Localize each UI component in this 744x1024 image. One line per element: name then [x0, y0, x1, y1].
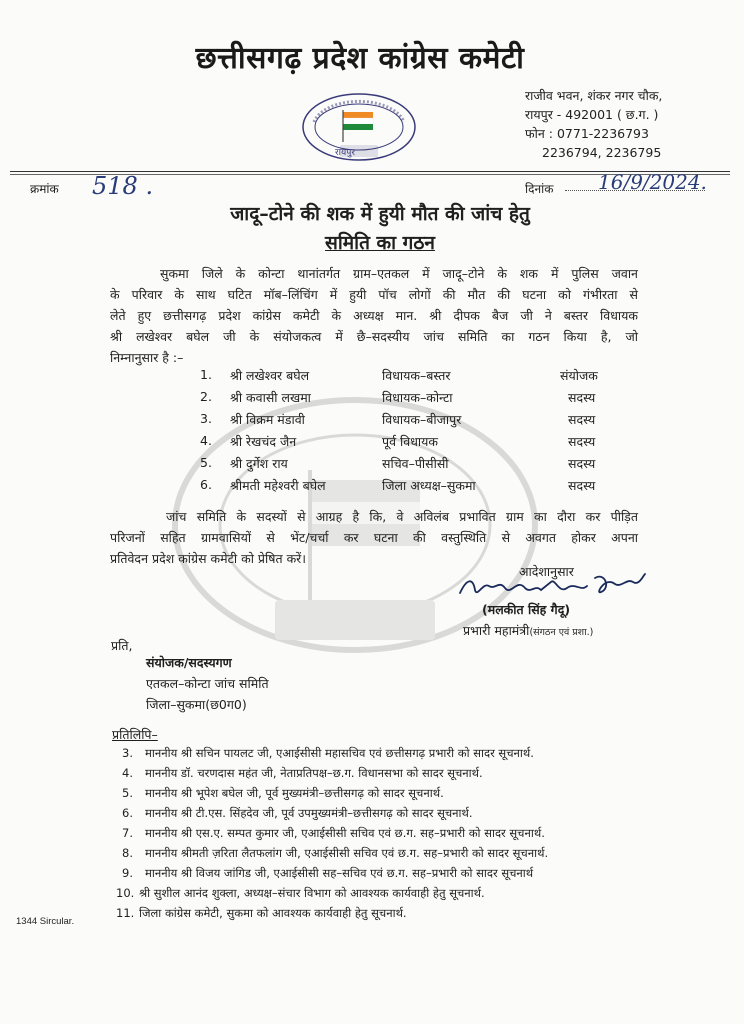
designation-main: प्रभारी महामंत्री	[463, 623, 530, 638]
member-role: सदस्य	[568, 478, 596, 493]
address-line: फोन : 0771-2236793	[525, 126, 649, 141]
subject-line-2: समिति का गठन	[325, 232, 435, 254]
footer-note: 1344 Sircular.	[16, 916, 75, 927]
body-line: जांच समिति के सदस्यों से आग्रह है कि, वे अविलंब प्रभावित ग्राम का दौरा कर पीड़ित	[166, 509, 638, 524]
body-line: परिजनों सहित ग्रामवासियों से भेंट/चर्चा कर घटना की वस्तुस्थिति से अवगत होकर अपना	[110, 530, 638, 545]
member-designation: जिला अध्यक्ष–सुकमा	[382, 478, 476, 493]
address-line: राजीव भवन, शंकर नगर चौक,	[525, 88, 663, 103]
cc-text: माननीय श्री एस.ए. सम्पत कुमार जी, एआईसीसी सचिव एवं छ.ग. सह–प्रभारी को सादर सूचनार्थ.	[145, 826, 545, 840]
addressee-line: जिला–सुकमा(छ0ग0)	[146, 697, 247, 712]
member-role: सदस्य	[568, 456, 596, 471]
body-line: सुकमा जिले के कोन्टा थानांतर्गत ग्राम–एतकल में जादू–टोने के शक में पुलिस जवान	[160, 266, 638, 281]
cc-title: प्रतिलिपि–	[112, 727, 158, 742]
addressee-line: एतकल–कोन्टा जांच समिति	[146, 676, 269, 691]
member-name: श्री दुर्गेश राय	[230, 456, 288, 471]
member-name: श्री रेखचंद जैन	[230, 434, 297, 449]
address-line: 2236794, 2236795	[542, 145, 662, 160]
member-role: सदस्य	[568, 434, 596, 449]
member-name: श्रीमती महेश्वरी बघेल	[230, 478, 326, 493]
member-name: श्री कवासी लखमा	[230, 390, 311, 405]
cc-num: 4.	[122, 766, 133, 780]
subject-line-1: जादू–टोने की शक में हुयी मौत की जांच हेतु	[230, 203, 530, 225]
body-line: लेते हुए छत्तीसगढ़ प्रदेश कांग्रेस कमेटी के अध्यक्ष मान. श्री दीपक बैज जी ने बस्तर विधायक	[110, 308, 638, 323]
member-designation: सचिव–पीसीसी	[382, 456, 449, 471]
cc-num: 8.	[122, 846, 133, 860]
cc-text: माननीय श्री टी.एस. सिंहदेव जी, पूर्व उपमुख्यमंत्री–छत्तीसगढ़ को सादर सूचनार्थ.	[145, 806, 473, 820]
cc-num: 5.	[122, 786, 133, 800]
member-designation: पूर्व विधायक	[382, 434, 438, 449]
dinank-value: 16/9/2024.	[598, 170, 707, 194]
cc-text: माननीय श्री भूपेश बघेल जी, पूर्व मुख्यमंत्री–छत्तीसगढ़ को सादर सूचनार्थ.	[145, 786, 444, 800]
body-line: के परिवार के साथ घटित मॉब–लिंचिंग में हुयी पॉच लोगों की मौत की घटना को गंभीरता से	[110, 287, 638, 302]
cc-num: 6.	[122, 806, 133, 820]
cc-text: माननीय डॉ. चरणदास महंत जी, नेताप्रतिपक्ष–छ.ग. विधानसभा को सादर सूचनार्थ.	[145, 766, 483, 780]
member-num: 2.	[200, 389, 212, 404]
signatory-designation	[463, 622, 593, 639]
cc-text: माननीय श्री सचिन पायलट जी, एआईसीसी महासचिव एवं छत्तीसगढ़ प्रभारी को सादर सूचनार्थ.	[145, 746, 534, 760]
member-num: 1.	[200, 367, 212, 382]
member-name: श्री विक्रम मंडावी	[230, 412, 305, 427]
handwritten-signature	[455, 568, 650, 604]
member-role: सदस्य	[568, 390, 596, 405]
kramank-value: 518 .	[92, 172, 154, 200]
seal-city: रायपुर	[335, 148, 356, 158]
member-name: श्री लखेश्वर बघेल	[230, 368, 310, 383]
addressee-line: संयोजक/सदस्यगण	[146, 655, 232, 670]
signatory-name: (मलकीत सिंह गैदू)	[482, 602, 571, 617]
cc-num: 10.	[116, 886, 135, 900]
dinank-label: दिनांक	[525, 182, 554, 196]
member-num: 5.	[200, 455, 212, 470]
address-line: रायपुर - 492001 ( छ.ग. )	[525, 107, 659, 122]
member-num: 4.	[200, 433, 212, 448]
member-designation: विधायक–कोन्टा	[382, 390, 453, 405]
body-line: निम्नानुसार है :–	[110, 350, 184, 365]
body-line: प्रतिवेदन प्रदेश कांग्रेस कमेटी को प्रेषित करें।	[110, 551, 307, 566]
to-label: प्रति,	[111, 638, 133, 653]
by-order-label: आदेशानुसार	[519, 564, 574, 579]
letterhead-address	[525, 86, 662, 162]
cc-num: 7.	[122, 826, 133, 840]
member-designation: विधायक–बस्तर	[382, 368, 451, 383]
org-name: छत्तीसगढ़ प्रदेश कांग्रेस कमेटी	[195, 41, 525, 76]
cc-text: माननीय श्री विजय जांगिड जी, एआईसीसी सह–सचिव एवं छ.ग. सह–प्रभारी को सादर सूचनार्थ	[145, 866, 534, 880]
member-role: सदस्य	[568, 412, 596, 427]
member-role: संयोजक	[560, 368, 598, 383]
member-num: 3.	[200, 411, 212, 426]
cc-text: माननीय श्रीमती ज़रिता लैतफलांग जी, एआईसीसी सचिव एवं छ.ग. सह–प्रभारी को सादर सूचनार्थ.	[145, 846, 549, 860]
cc-num: 3.	[122, 746, 133, 760]
designation-sub: (संगठन एवं प्रशा.)	[529, 627, 594, 638]
body-line: श्री लखेश्वर बघेल जी के संयोजकत्व में छै–सदस्यीय जांच समिति का गठन किया है, जो	[110, 329, 638, 344]
member-designation: विधायक–बीजापुर	[382, 412, 462, 427]
cc-text: श्री सुशील आनंद शुक्ला, अध्यक्ष–संचार विभाग को आवश्यक कार्यवाही हेतु सूचनार्थ.	[139, 886, 485, 900]
party-seal-logo	[300, 92, 418, 162]
cc-num: 9.	[122, 866, 133, 880]
cc-text: जिला कांग्रेस कमेटी, सुकमा को आवश्यक कार्यवाही हेतु सूचनार्थ.	[139, 906, 407, 920]
cc-num: 11.	[116, 906, 135, 920]
kramank-label: क्रमांक	[30, 182, 59, 196]
member-num: 6.	[200, 477, 212, 492]
